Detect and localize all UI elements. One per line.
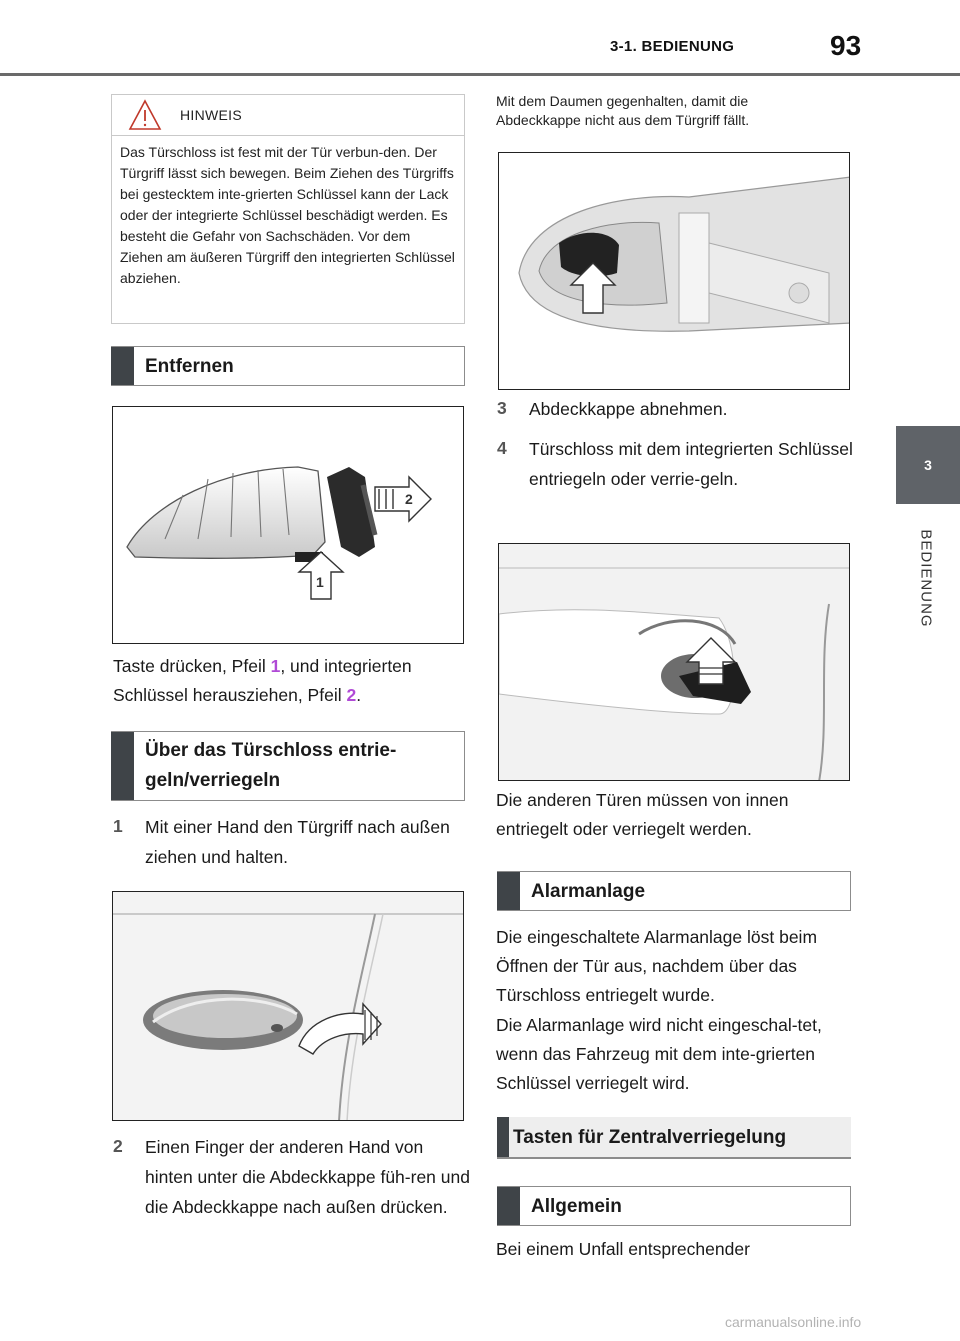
notice-title: HINWEIS (180, 107, 242, 123)
notice-header (112, 95, 464, 136)
alarm-paragraph-2: Die Alarmanlage wird nicht eingeschal-tet, wenn das Fahrzeug mit dem inte-grierten Schlüssel verriegelt wird. (496, 1015, 822, 1093)
step-text: Einen Finger der anderen Hand von hinten unter die Abdeckkappe füh-ren und die Abdeckkappe nach außen drücken. (145, 1137, 470, 1217)
watermark: carmanualsonline.info (725, 1314, 862, 1330)
heading-text: Entfernen (145, 356, 234, 377)
heading-text-line2: geln/verriegeln (145, 770, 281, 791)
figure-door-handle (112, 891, 464, 1121)
notice-text: Das Türschloss ist fest mit der Tür verbun-den. Der Türgriff lässt sich bewegen. Beim Ziehen des Türgriffs bei gestecktem inte-grierten Schlüssel kann der Lack oder der integrierte Schlüssel beschädigt werden. Es besteht die Gefahr von Sachschäden. Vor dem Ziehen am äußeren Türgriff den integrierten Schlüssel abziehen. (120, 144, 455, 286)
marker-1: 1 (270, 656, 281, 676)
callout-2: 2 (405, 491, 413, 507)
step-number: 2 (113, 1136, 123, 1156)
heading-bar (497, 1117, 509, 1159)
figure-unlock (498, 543, 850, 781)
header-divider (0, 73, 960, 76)
section-heading-alarmanlage (497, 871, 851, 911)
callout-1: 1 (316, 574, 324, 590)
section-heading-entriegeln (111, 731, 465, 801)
step-number: 4 (497, 438, 507, 458)
other-doors-text: Die anderen Türen müssen von innen entriegelt oder verriegelt werden. (496, 790, 789, 839)
heading-underline (497, 1157, 851, 1159)
section-title: 3-1. BEDIENUNG (610, 38, 735, 55)
alarm-paragraph-1: Die eingeschaltete Alarmanlage löst beim Öffnen der Tür aus, nachdem über das Türschloss entriegelt wurde. (496, 927, 818, 1005)
page-number: 93 (830, 30, 862, 61)
step-text: Türschloss mit dem integrierten Schlüssel entriegeln oder verrie-geln. (529, 439, 853, 489)
section-heading-entfernen (111, 346, 465, 386)
door-handle-illustration (113, 892, 464, 1121)
warning-triangle-icon (128, 99, 162, 131)
allgemein-text: Bei einem Unfall entsprechender (496, 1239, 750, 1259)
chapter-label: BEDIENUNG (917, 529, 935, 628)
heading-text: Allgemein (531, 1196, 622, 1217)
figure-key-removal (112, 406, 464, 644)
key-text-3: . (356, 685, 362, 705)
key-instruction (113, 652, 468, 710)
cover-cap-illustration (499, 153, 850, 390)
figure-cover-cap (498, 152, 850, 390)
section-heading-zentralverriegelung (497, 1117, 851, 1159)
heading-text: Tasten für Zentralverriegelung (513, 1127, 787, 1148)
step-1 (113, 812, 468, 872)
thumb-caption: Mit dem Daumen gegenhalten, damit die Abdeckkappe nicht aus dem Türgriff fällt. (496, 93, 750, 128)
key-text-2: , und integrierten Schlüssel herausziehen, Pfeil (113, 656, 412, 705)
step-number: 1 (113, 816, 123, 836)
unlock-illustration (499, 544, 850, 781)
chapter-tab: 3 (896, 426, 960, 504)
key-illustration (113, 407, 464, 644)
notice-box (111, 94, 465, 324)
section-heading-allgemein (497, 1186, 851, 1226)
step-4 (497, 434, 852, 526)
step-text: Abdeckkappe abnehmen. (529, 399, 728, 419)
step-text: Mit einer Hand den Türgriff nach außen ziehen und halten. (145, 817, 450, 867)
heading-text: Alarmanlage (531, 881, 646, 902)
step-2 (113, 1132, 468, 1257)
marker-2: 2 (346, 685, 357, 705)
step-number: 3 (497, 398, 507, 418)
heading-text-line1: Über das Türschloss entrie- (145, 740, 397, 761)
key-text-1: Taste drücken, Pfeil (113, 656, 271, 676)
step-3 (497, 394, 852, 424)
